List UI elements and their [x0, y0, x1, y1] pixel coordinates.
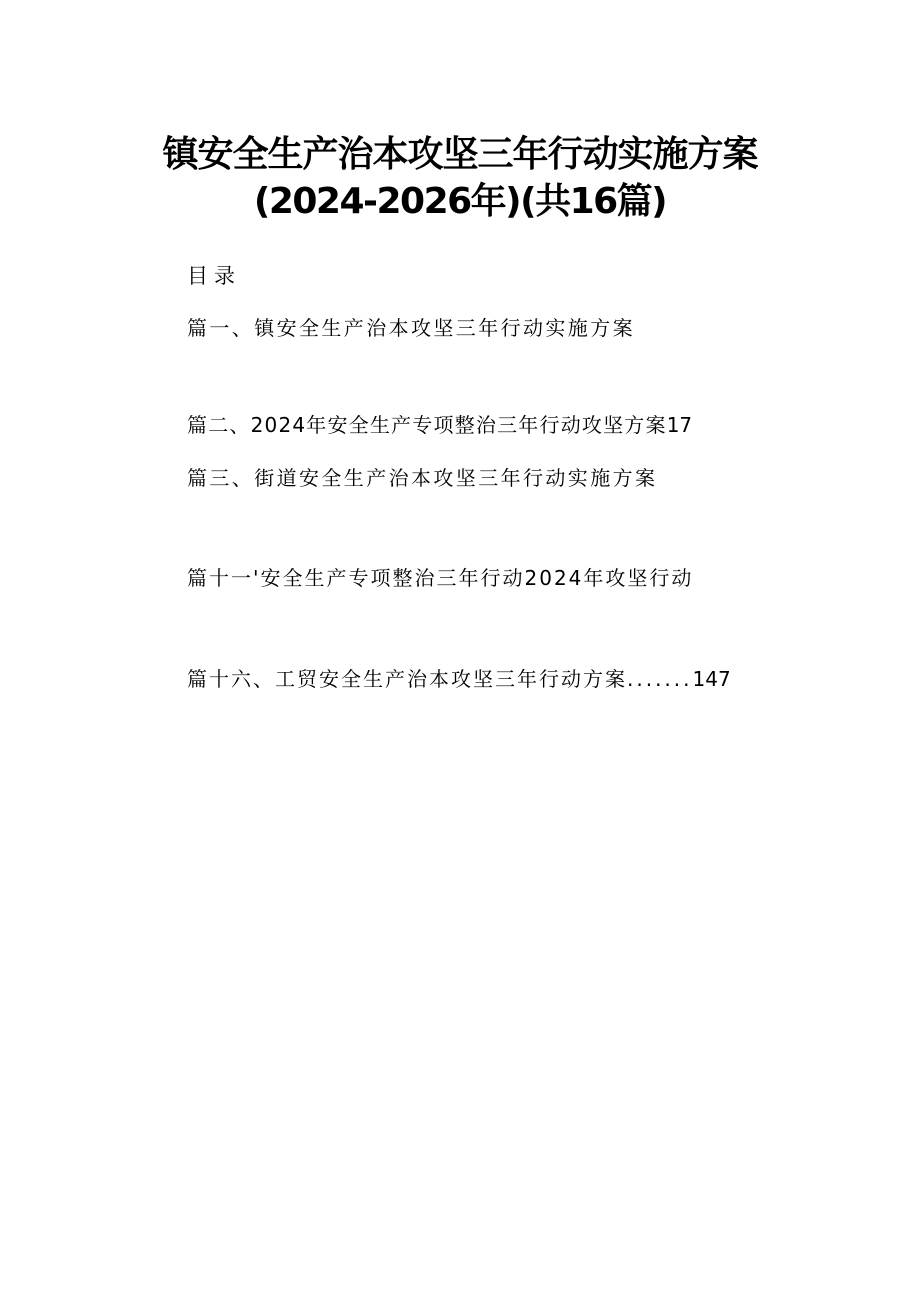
toc-item[interactable]	[187, 464, 657, 492]
toc-item[interactable]	[187, 665, 731, 693]
document-title: 镇安全生产治本攻坚三年行动实施方案	[162, 134, 758, 175]
toc-item[interactable]	[187, 411, 692, 439]
toc-item[interactable]	[187, 564, 693, 592]
toc-item-label: 篇三、街道安全生产治本攻坚三年行动实施方案	[187, 466, 658, 490]
toc-item-label: 篇一、镇安全生产治本攻坚三年行动实施方案	[187, 316, 635, 340]
document-subtitle: (2024-2026年)(共16篇)	[253, 181, 667, 222]
toc-item[interactable]	[187, 314, 635, 342]
toc-heading: 目录	[187, 264, 241, 288]
toc-item-page: 17	[666, 413, 693, 437]
toc-item-label: 篇十一'安全生产专项整治三年行动2024年攻坚行动	[187, 566, 694, 590]
toc-item-label: 篇十六、工贸安全生产治本攻坚三年行动方案	[187, 667, 627, 691]
toc-item-leader: .......	[627, 667, 693, 691]
toc-item-label: 篇二、2024年安全生产专项整治三年行动攻坚方案	[187, 413, 667, 437]
toc-item-page: 147	[692, 667, 731, 691]
